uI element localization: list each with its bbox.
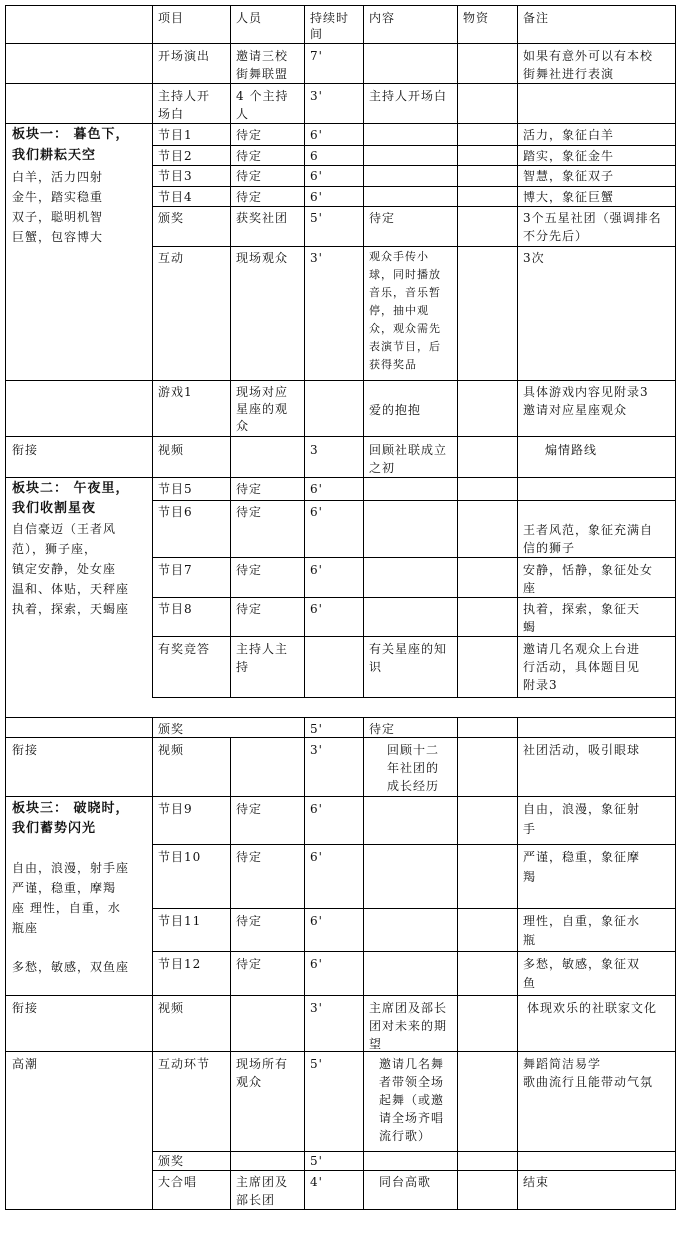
table-cell: 回顾十二 (387, 743, 440, 757)
table-cell: 邀请几名观众上台进 (523, 642, 641, 656)
table-cell: 者带领全场 (379, 1075, 445, 1089)
table-cell: 待定 (236, 190, 263, 204)
table-cell: 年社团的 (387, 761, 440, 775)
table-cell: 众，观众需先 (369, 322, 441, 335)
table-cell: 场白 (158, 107, 185, 121)
table-cell: 信的狮子 (523, 541, 576, 555)
table-cell: 歌曲流行且能带动气氛 (523, 1075, 654, 1089)
table-cell: 节目1 (158, 128, 193, 142)
table-cell: 颁奖 (158, 722, 185, 736)
table-cell: 6' (310, 802, 323, 816)
header-content: 内容 (369, 11, 396, 25)
table-cell: 邀请对应星座观众 (523, 403, 628, 417)
header-duration: 持续时 (310, 11, 350, 25)
table-cell: 邀请三校 (236, 49, 289, 63)
table-cell: 爱的抱抱 (369, 403, 422, 417)
table-cell: 视频 (158, 443, 185, 457)
table-cell: 待定 (236, 169, 263, 183)
table-cell: 5' (310, 1057, 323, 1071)
table-cell: 舞蹈简洁易学 (523, 1057, 602, 1071)
table-cell: 表演节目，后 (369, 340, 441, 353)
section-3-title: 板块三： 破晓时， (12, 801, 130, 816)
table-cell: 节目9 (158, 802, 193, 816)
table-cell: 3' (310, 743, 323, 757)
section-1-title: 板块一： 暮色下， (12, 127, 130, 142)
section-desc: 温和、体贴，天秤座 (12, 582, 130, 596)
table-cell: 观众手传小 (369, 250, 429, 263)
table-cell: 待定 (236, 505, 263, 519)
table-cell: 3' (310, 89, 323, 103)
table-cell: 待定 (236, 149, 263, 163)
table-cell: 起舞（或邀 (379, 1093, 445, 1107)
table-cell: 安静，恬静，象征处女 (523, 563, 654, 577)
section-desc: 巨蟹，包容博大 (12, 230, 104, 244)
section-desc: 白羊，活力四射 (12, 170, 104, 184)
table-cell: 6' (310, 190, 323, 204)
transition-label: 衔接 (12, 743, 39, 757)
section-desc: 多愁，敏感，双鱼座 (12, 960, 130, 974)
header-item: 项目 (158, 11, 185, 25)
section-desc: 自信豪迈（王者风 (12, 522, 117, 536)
table-cell: 手 (523, 822, 537, 836)
section-desc: 执着，探索，天蝎座 (12, 602, 130, 616)
table-cell: 邀请几名舞 (379, 1057, 445, 1071)
table-cell: 停，抽中观 (369, 304, 429, 317)
table-cell: 节目5 (158, 482, 193, 496)
table-cell: 活力，象征白羊 (523, 128, 615, 142)
table-cell: 踏实，象征金牛 (523, 149, 615, 163)
section-desc: 双子，聪明机智 (12, 210, 104, 224)
table-cell: 王者风范，象征充满自 (523, 523, 654, 537)
table-cell: 3次 (523, 251, 545, 265)
table-cell: 观众 (236, 1075, 263, 1089)
table-cell: 大合唱 (158, 1175, 198, 1189)
table-cell: 体现欢乐的社联家文化 (527, 1001, 658, 1015)
table-cell: 节目8 (158, 602, 193, 616)
table-cell: 6' (310, 602, 323, 616)
table-cell: 附录3 (523, 678, 558, 692)
table-cell: 待定 (236, 602, 263, 616)
section-desc: 座 理性，自重，水 (12, 901, 121, 915)
table-cell: 有关星座的知 (369, 642, 448, 656)
table-cell: 待定 (236, 850, 263, 864)
table-cell: 蝎 (523, 620, 537, 634)
table-cell: 结束 (523, 1175, 550, 1189)
table-cell: 具体游戏内容见附录3 (523, 385, 649, 399)
table-cell: 待定 (369, 211, 396, 225)
table-cell: 主持人开 (158, 89, 211, 103)
table-cell: 3' (310, 251, 323, 265)
table-cell: 有奖竞答 (158, 642, 211, 656)
table-cell: 人 (236, 107, 250, 121)
table-cell: 团对未来的期 (369, 1019, 448, 1033)
table-cell: 待定 (236, 563, 263, 577)
table-cell: 待定 (236, 957, 263, 971)
table-cell: 持 (236, 660, 250, 674)
table-cell: 如果有意外可以有本校 (523, 49, 654, 63)
table-cell: 节目12 (158, 957, 202, 971)
section-2-title: 我们收割星夜 (12, 501, 97, 516)
transition-label: 衔接 (12, 1001, 39, 1015)
header-materials: 物资 (463, 11, 490, 25)
table-cell: 智慧，象征双子 (523, 169, 615, 183)
section-1-title: 我们耕耘天空 (12, 148, 97, 163)
table-cell: 6' (310, 850, 323, 864)
table-cell: 望 (369, 1037, 383, 1051)
table-cell: 严谨，稳重，象征摩 (523, 850, 641, 864)
table-cell: 节目6 (158, 505, 193, 519)
section-3-title: 我们蓄势闪光 (12, 821, 97, 836)
table-cell: 待定 (236, 914, 263, 928)
table-cell: 识 (369, 660, 383, 674)
table-cell: 节目4 (158, 190, 193, 204)
table-cell: 球，同时播放 (369, 268, 441, 281)
table-cell: 流行歌） (379, 1129, 432, 1143)
table-cell: 6' (310, 482, 323, 496)
section-desc: 范），狮子座， (12, 542, 98, 556)
section-desc: 自由，浪漫，射手座 (12, 861, 130, 875)
table-cell: 待定 (236, 802, 263, 816)
table-cell: 现场对应 (236, 385, 289, 399)
table-cell: 视频 (158, 743, 185, 757)
table-cell: 获得奖品 (369, 358, 417, 371)
table-cell: 开场演出 (158, 49, 211, 63)
table-cell: 互动环节 (158, 1057, 211, 1071)
table-cell: 节目2 (158, 149, 193, 163)
table-cell: 自由，浪漫，象征射 (523, 802, 641, 816)
table-cell: 主席团及部长 (369, 1001, 448, 1015)
table-cell: 5' (310, 1154, 323, 1168)
table-cell: 瓶 (523, 933, 537, 947)
section-desc: 严谨，稳重，摩羯 (12, 881, 117, 895)
table-cell: 节目11 (158, 914, 202, 928)
table-cell: 6' (310, 505, 323, 519)
table-cell: 煽情路线 (545, 443, 598, 457)
table-cell: 颁奖 (158, 1154, 185, 1168)
header-notes: 备注 (523, 11, 550, 25)
table-cell: 待定 (369, 722, 396, 736)
table-cell: 获奖社团 (236, 211, 289, 225)
table-cell: 3个五星社团（强调排名 (523, 211, 662, 225)
table-cell: 行活动，具体题目见 (523, 660, 641, 674)
table-cell: 7' (310, 49, 323, 63)
table-cell: 鱼 (523, 976, 537, 990)
table-cell: 之初 (369, 461, 396, 475)
table-cell: 主席团及 (236, 1175, 289, 1189)
table-cell: 5' (310, 211, 323, 225)
section-desc: 瓶座 (12, 921, 39, 935)
table-cell: 多愁，敏感，象征双 (523, 957, 641, 971)
section-2-title: 板块二： 午夜里， (12, 481, 130, 496)
table-cell: 众 (236, 419, 250, 433)
table-cell: 6' (310, 563, 323, 577)
table-cell: 6' (310, 957, 323, 971)
table-cell: 部长团 (236, 1193, 276, 1207)
table-cell: 6 (310, 149, 319, 163)
table-cell: 3' (310, 1001, 323, 1015)
table-cell: 游戏1 (158, 385, 193, 399)
table-cell: 不分先后） (523, 229, 589, 243)
table-cell: 现场所有 (236, 1057, 289, 1071)
table-cell: 羯 (523, 870, 537, 884)
table-cell: 4 个主持 (236, 89, 289, 103)
climax-label: 高潮 (12, 1057, 39, 1071)
section-desc: 镇定安静，处女座 (12, 562, 117, 576)
table-cell: 成长经历 (387, 779, 440, 793)
table-cell: 主持人主 (236, 642, 289, 656)
transition-label: 衔接 (12, 443, 39, 457)
table-cell: 3 (310, 443, 319, 457)
table-cell: 待定 (236, 482, 263, 496)
table-cell: 座 (523, 581, 537, 595)
table-cell: 节目3 (158, 169, 193, 183)
table-cell: 4' (310, 1175, 323, 1189)
table-cell: 街舞联盟 (236, 67, 289, 81)
table-cell: 街舞社进行表演 (523, 67, 615, 81)
table-cell: 视频 (158, 1001, 185, 1015)
table-cell: 待定 (236, 128, 263, 142)
table-cell: 6' (310, 169, 323, 183)
table-cell: 星座的观 (236, 402, 289, 416)
table-cell: 颁奖 (158, 211, 185, 225)
header-duration-2: 间 (310, 27, 324, 41)
table-cell: 节目7 (158, 563, 193, 577)
table-cell: 现场观众 (236, 251, 289, 265)
table-cell: 同台高歌 (379, 1175, 432, 1189)
table-cell: 回顾社联成立 (369, 443, 448, 457)
table-cell: 请全场齐唱 (379, 1111, 445, 1125)
table-cell: 节目10 (158, 850, 202, 864)
table-cell: 5' (310, 722, 323, 736)
table-cell: 音乐，音乐暂 (369, 286, 441, 299)
table-cell: 6' (310, 128, 323, 142)
table-cell: 执着，探索，象征天 (523, 602, 641, 616)
table-cell: 社团活动，吸引眼球 (523, 743, 641, 757)
table-cell: 博大，象征巨蟹 (523, 190, 615, 204)
table-cell: 互动 (158, 251, 185, 265)
table-cell: 理性，自重，象征水 (523, 914, 641, 928)
table-cell: 主持人开场白 (369, 89, 448, 103)
section-desc: 金牛，踏实稳重 (12, 190, 104, 204)
header-people: 人员 (236, 11, 263, 25)
table-cell: 6' (310, 914, 323, 928)
